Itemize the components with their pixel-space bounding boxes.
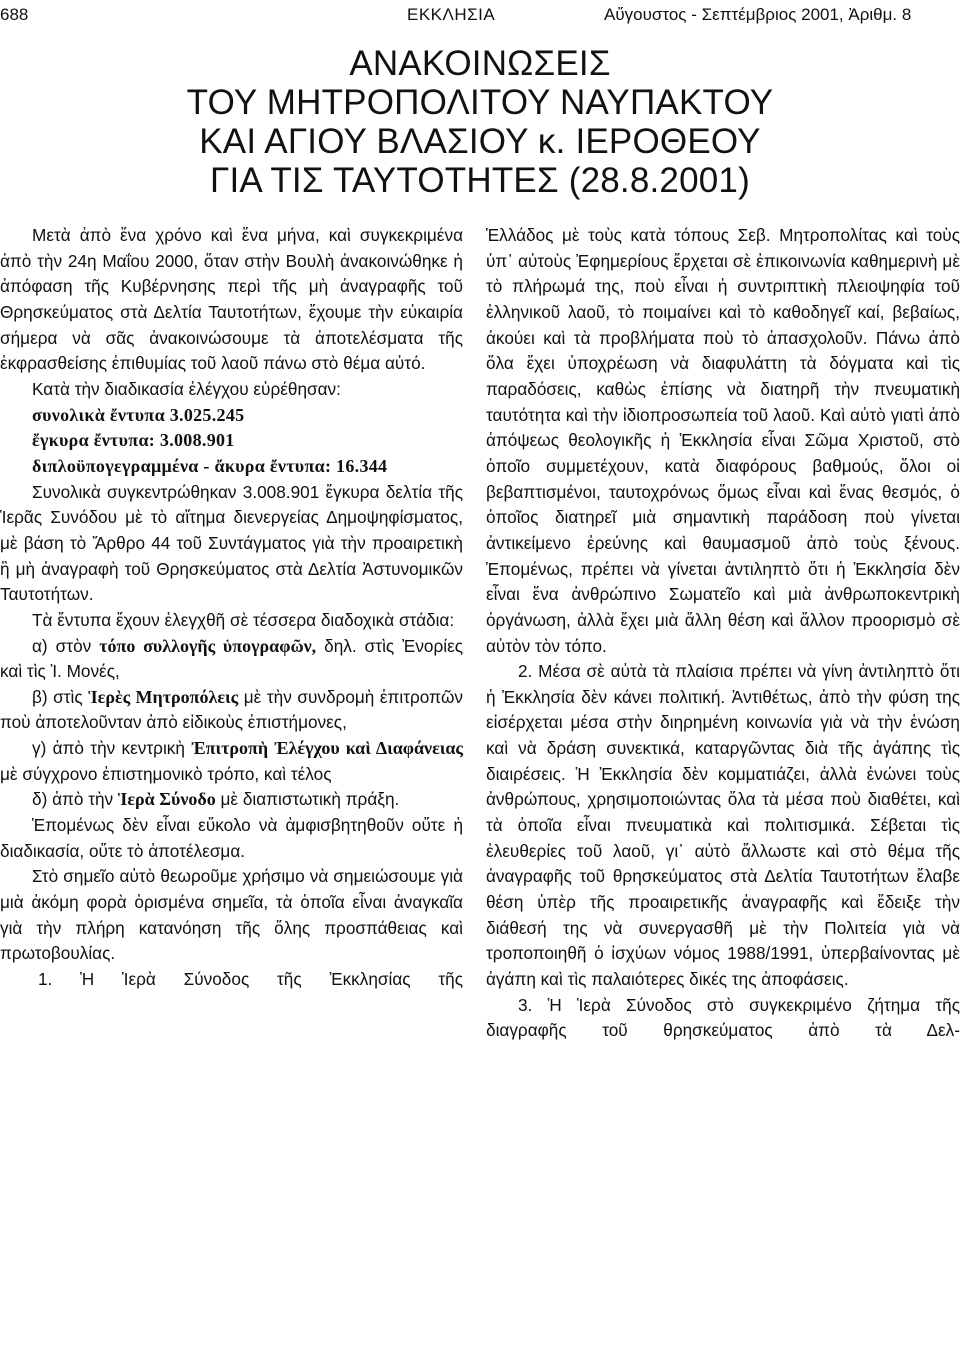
issue-date: Αὔγουστος - Σεπτέμβριος 2001, Ἀριθμ. 8 xyxy=(604,5,912,24)
right-column xyxy=(486,223,960,1044)
paragraph-stages: Τὰ ἔντυπα ἔχουν ἐλεγχθῆ σὲ τέσσερα διαδοχικὰ στάδια: xyxy=(32,609,455,630)
stat-total-forms: συνολικὰ ἔντυπα 3.025.245 xyxy=(32,404,245,425)
title-line-2: ΤΟΥ ΜΗΤΡΟΠΟΛΙΤΟΥ ΝΑΥΠΑΚΤΟΥ xyxy=(186,83,774,122)
paragraph-point-1-cont: Ἑλλάδος μὲ τοὺς κατὰ τόπους Σεβ. Μητροπολίτας καὶ τοὺς ὑπ᾽ αὐτοὺς Ἐφημερίους ἔρχεται σὲ ἐπικοινωνία καθημερινὴ μὲ τὸ πλήρωμά της, ποὺ εἶναι ἡ συντριπτικὴ πλειοψηφία τοῦ ἑλληνικοῦ λαοῦ, τὸ ποιμαίνει καὶ τὸ καθοδηγεῖ καί, βεβαίως, ἀκούει καὶ τὰ προβλήματα ποὺ τὸ ἀπασχολοῦν. Πάνω ἀπὸ ὅλα ἔχει ὑποχρέωση νὰ διαφυλάττη τὰ δόγματα καὶ τὶς παραδόσεις, καθὼς ἐπίσης νὰ διατηρῆ τὴν πνευματικὴ ταυτότητα καὶ τὴν ἰδιοπροσωπεία τοῦ λαοῦ. Καὶ αὐτὸ γιατὶ ἀπὸ ἀπόψεως θεολογικῆς ἡ Ἐκκλησία εἶναι Σῶμα Χριστοῦ, στὸ ὁποῖο συμμετέχουν, κατὰ διαφόρους βαθμούς, ὅλοι οἱ βεβαπτισμένοι, ταυτοχρόνως ὅμως εἶναι καὶ ἕνας θεσμός, ὁ ὁποῖος διατηρεῖ μιὰ σημαντικὴ παράδοση ποὺ γίνεται ἀντικείμενο ἐρεύνης καὶ θαυμασμοῦ ἀπὸ τοὺς ξένους. Ἑπομένως, πρέπει νὰ γίνεται ἀντιληπτὸ ὅτι ἡ Ἐκκλησία δὲν εἶναι ἕνα ἀνθρώπινο Σωματεῖο καὶ μιὰ ἀνθρωποκεντρικὴ ὀργάνωση, ἀλλὰ ἔχει μιὰ ἄλλη θέση καὶ ἄλλον προορισμὸ σὲ αὐτὸν τὸν τόπο. xyxy=(486,225,960,656)
stage-a: α) στὸν τόπο συλλογῆς ὑπογραφῶν, δηλ. στὶς Ἐνορίες καὶ τὶς Ἱ. Μονές, xyxy=(0,635,464,682)
stat-invalid-forms: διπλοϋπογεγραμμένα - ἄκυρα ἔντυπα: 16.344 xyxy=(32,455,388,476)
paragraph-point-1-start: 1. Ἡ Ἱερὰ Σύνοδος τῆς Ἐκκλησίας τῆς xyxy=(38,969,463,990)
title-line-1: ΑΝΑΚΟΙΝΩΣΕΙΣ xyxy=(349,44,611,83)
article-title xyxy=(0,44,960,200)
paragraph-point-2: 2. Μέσα σὲ αὐτὰ τὰ πλαίσια πρέπει νὰ γίνη ἀντιληπτὸ ὅτι ἡ Ἐκκλησία δὲν κάνει πολιτική. Ἀντιθέτως, ἀπὸ τὴν φύση της εἰσέρχεται μέσα στὴν διηρημένη κοινωνία γιὰ νὰ τὴν ἑνώση καὶ νὰ δράση συνεκτικά, καταργῶντας διὰ τῆς ἀγάπης τὶς διαιρέσεις. Ἡ Ἐκκλησία δὲν κομματιάζει, ἀλλὰ ἑνώνει τοὺς ἀνθρώπους, χρησιμοποιώντας ὅλα τὰ μέσα ποὺ διαθέτει, καὶ τὰ ὁποῖα εἶναι πνευματικὰ καὶ πολιτισμικά. Σέβεται τὶς ἐλευθερίες τοῦ λαοῦ, γι᾽ αὐτὸ ἄλλωστε καὶ στὸ θέμα τῆς ἀναγραφῆς τοῦ θρησκεύματος στὰ Δελτία Ταυτοτήτων ἔλαβε θέση ὑπὲρ τῆς προαιρετικῆς ἀναγραφῆς καὶ ἔδειξε τὴν διάθεσή της νὰ συνεργασθῆ μὲ τὴν Πολιτεία γιὰ νὰ τροποποιηθῆ ὁ ἰσχύων νόμος 1988/1991, ὑπερβαίνοντας μὲ ἀγάπη καὶ τὶς παλαιότερες δικές της ἀποφάσεις. xyxy=(486,661,960,990)
paragraph-notes: Στὸ σημεῖο αὐτὸ θεωροῦμε χρήσιμο νὰ σημειώσουμε γιὰ μιὰ ἀκόμη φορὰ ὁρισμένα σημεῖα, τὰ ὁποῖα εἶναι ἀναγκαῖα γιὰ τὴν πλήρη κατανόηση τῆς ὅλης προσπάθειας καὶ πρωτοβουλίας. xyxy=(0,866,463,964)
running-header xyxy=(0,0,960,34)
paragraph-collected: Συνολικὰ συγκεντρώθηκαν 3.008.901 ἔγκυρα δελτία τῆς Ἱερᾶς Συνόδου μὲ τὸ αἴτημα διενεργείας Δημοψηφίσματος, μὲ βάση τὸ Ἄρθρο 44 τοῦ Συντάγματος γιὰ τὴν προαιρετικὴ ἢ μὴ ἀναγραφὴ τοῦ Θρησκεύματος στὰ Δελτία Ἀστυνομικῶν Ταυτοτήτων. xyxy=(0,481,463,605)
page-number: 688 xyxy=(0,5,29,24)
journal-name: ΕΚΚΛΗΣΙΑ xyxy=(407,5,496,24)
left-column xyxy=(0,223,463,993)
stage-b: β) στὶς Ἱερὲς Μητροπόλεις μὲ τὴν συνδρομὴ ἐπιτροπῶν ποὺ ἀποτελοῦνταν ἀπὸ εἰδικοὺς ἐπιστήμονες, xyxy=(0,686,463,733)
stat-valid-forms: ἔγκυρα ἔντυπα: 3.008.901 xyxy=(32,430,235,451)
title-line-4: ΓΙΑ ΤΙΣ ΤΑΥΤΟΤΗΤΕΣ (28.8.2001) xyxy=(210,161,750,200)
paragraph-results-intro: Κατὰ τὴν διαδικασία ἐλέγχου εὑρέθησαν: xyxy=(32,378,341,399)
paragraph-intro: Μετὰ ἀπὸ ἕνα χρόνο καὶ ἕνα μήνα, καὶ συγκεκριμένα ἀπὸ τὴν 24η Μαΐου 2000, ὅταν στὴν Βουλὴ ἀνακοινώθηκε ἡ ἀπόφαση τῆς Κυβέρνησης περὶ τῆς μὴ ἀναγραφῆς τοῦ Θρησκεύματος στὰ Δελτία Ταυτοτήτων, ἔχουμε τὴν εὐκαιρία σήμερα νὰ σᾶς ἀνακοινώσουμε τὰ ἀποτελέσματα τῆς ἐκφρασθείσης ἐπιθυμίας τοῦ λαοῦ πάνω στὸ θέμα αὐτό. xyxy=(0,225,463,374)
stage-d: δ) ἀπὸ τὴν Ἱερὰ Σύνοδο μὲ διαπιστωτικὴ πράξη. xyxy=(32,789,400,810)
title-line-3: ΚΑΙ ΑΓΙΟΥ ΒΛΑΣΙΟΥ κ. ΙΕΡΟΘΕΟΥ xyxy=(199,122,761,161)
stage-c: γ) ἀπὸ τὴν κεντρικὴ Ἐπιτροπὴ Ἐλέγχου καὶ Διαφάνειας μὲ σύγχρονο ἐπιστημονικὸ τρόπο, καὶ τέλος xyxy=(0,738,463,784)
paragraph-conclusion: Ἑπομένως δὲν εἶναι εὔκολο νὰ ἀμφισβητηθοῦν οὔτε ἡ διαδικασία, οὔτε τὸ ἀποτέλεσμα. xyxy=(0,815,463,861)
paragraph-point-3-start: 3. Ἡ Ἱερὰ Σύνοδος στὸ συγκεκριμένο ζήτημα τῆς διαγραφῆς τοῦ θρησκεύματος ἀπὸ τὰ Δελ- xyxy=(486,994,960,1041)
